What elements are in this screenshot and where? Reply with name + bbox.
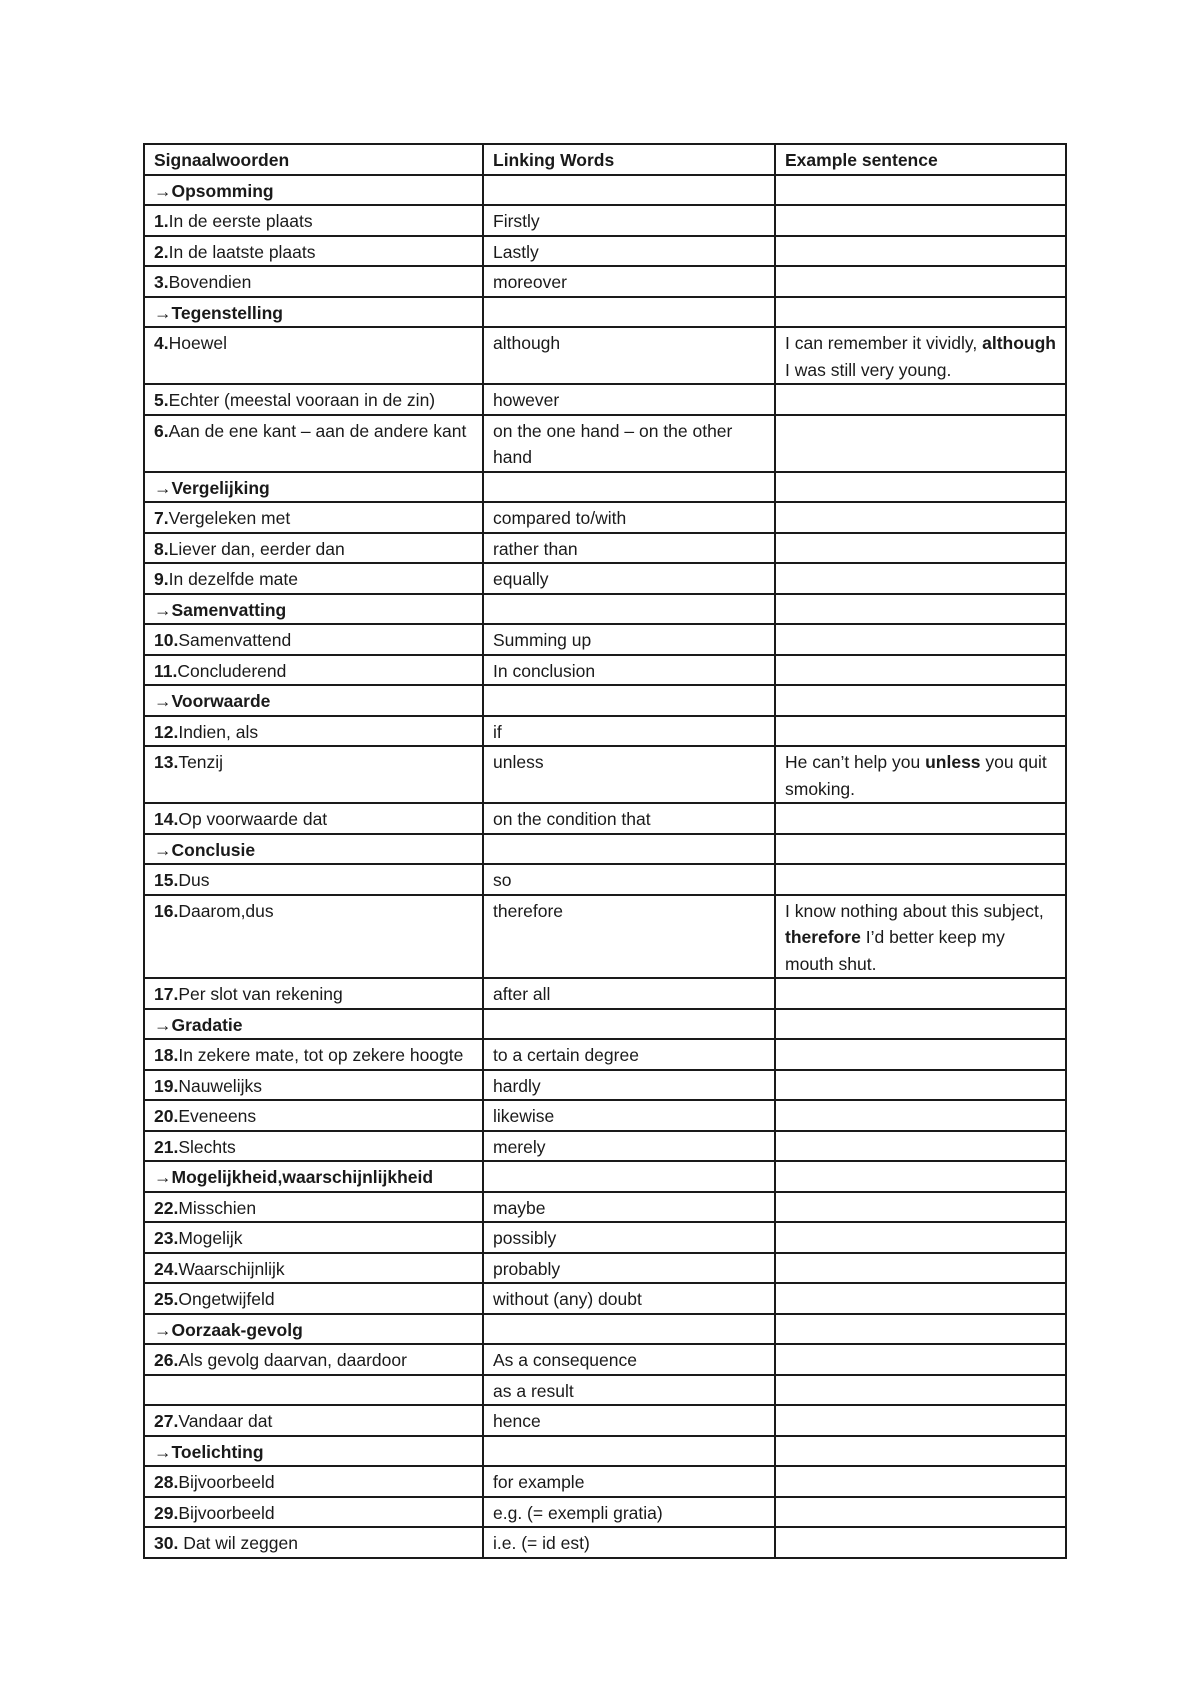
empty-cell [483,1314,775,1345]
arrow-right-icon: → [154,180,172,201]
signaalwoord-cell [144,266,483,297]
item-number: 8. [154,538,169,559]
linking-word-cell: moreover [483,266,775,297]
example-sentence-cell [775,327,1066,384]
item-number: 15. [154,870,179,890]
linking-words-table [143,143,1067,1559]
example-sentence-cell [775,384,1066,415]
signaalwoord-cell [144,1070,483,1101]
linking-word-cell: merely [483,1131,775,1162]
dutch-phrase: In zekere mate, tot op zekere hoogte [178,1045,464,1065]
table-row [144,1375,1066,1406]
section-title [144,1161,483,1192]
dutch-phrase: Waarschijnlijk [178,1258,285,1279]
arrow-right-icon: → [154,302,172,323]
dutch-phrase: Per slot van rekening [178,984,343,1004]
dutch-phrase: Vandaar dat [178,1411,273,1431]
item-number: 25. [154,1289,179,1309]
signaalwoord-cell [144,655,483,686]
header-example-sentence: Example sentence [775,144,1066,175]
table-row [144,895,1066,979]
signaalwoord-cell [144,236,483,267]
table-row [144,384,1066,415]
table-row [144,716,1066,747]
section-title [144,297,483,328]
table-row [144,205,1066,236]
item-number: 7. [154,508,169,528]
dutch-phrase: In de laatste plaats [168,241,316,262]
linking-word-cell: probably [483,1253,775,1284]
arrow-right-icon: → [154,1441,172,1462]
section-row [144,834,1066,865]
signaalwoord-cell [144,1253,483,1284]
signaalwoord-cell [144,1344,483,1375]
section-row [144,685,1066,716]
header-signaalwoorden: Signaalwoorden [144,144,483,175]
linking-word-cell: i.e. (= id est) [483,1527,775,1558]
linking-word-cell: so [483,864,775,895]
table-row [144,563,1066,594]
linking-word-cell: on the condition that [483,803,775,834]
signaalwoord-cell [144,864,483,895]
linking-word-cell: Lastly [483,236,775,267]
linking-word-cell: to a certain degree [483,1039,775,1070]
section-row [144,175,1066,206]
empty-cell [775,1009,1066,1040]
example-sentence-cell [775,1466,1066,1497]
table-row [144,978,1066,1009]
example-sentence-cell [775,236,1066,267]
dutch-phrase: Nauwelijks [178,1075,262,1096]
section-title [144,1009,483,1040]
signaalwoord-cell [144,563,483,594]
example-sentence-cell [775,205,1066,236]
signaalwoord-cell [144,1222,483,1253]
empty-cell [775,1314,1066,1345]
item-number: 5. [154,390,169,410]
signaalwoord-cell [144,1375,483,1406]
signaalwoord-cell [144,502,483,533]
table-row [144,746,1066,803]
signaalwoord-cell [144,1039,483,1070]
section-label: Vergelijking [171,477,270,498]
arrow-right-icon: → [154,599,172,620]
example-keyword: therefore [785,927,861,947]
dutch-phrase: Op voorwaarde dat [178,809,328,829]
arrow-right-icon: → [154,1167,172,1187]
table-row [144,864,1066,895]
item-number: 23. [154,1228,179,1248]
item-number: 29. [154,1502,179,1523]
example-sentence-cell [775,746,1066,803]
section-label: Samenvatting [171,599,287,620]
example-sentence-cell [775,1100,1066,1131]
item-number: 22. [154,1197,179,1218]
header-linking-words: Linking Words [483,144,775,175]
table-row [144,1192,1066,1223]
table-row [144,803,1066,834]
dutch-phrase: Tenzij [178,752,224,772]
section-title [144,685,483,716]
item-number: 17. [154,984,179,1004]
section-title [144,1436,483,1467]
empty-cell [775,297,1066,328]
table-body [144,144,1066,1558]
table-row [144,1405,1066,1436]
empty-cell [483,175,775,206]
example-sentence-cell [775,266,1066,297]
example-text: He can’t help you [785,752,926,772]
dutch-phrase: Bovendien [168,272,252,292]
empty-cell [483,1436,775,1467]
example-text: I’d better keep my mouth shut. [785,927,1005,974]
table-row [144,533,1066,564]
item-number: 16. [154,900,179,921]
section-row [144,297,1066,328]
signaalwoord-cell [144,384,483,415]
linking-word-cell: maybe [483,1192,775,1223]
empty-cell [775,834,1066,865]
signaalwoord-cell [144,803,483,834]
dutch-phrase: Slechts [178,1136,236,1157]
empty-cell [775,1436,1066,1467]
section-title [144,834,483,865]
item-number: 30. [154,1533,179,1553]
example-text: I know nothing about this subject, [785,900,1044,921]
signaalwoord-cell [144,716,483,747]
section-label: Oorzaak-gevolg [171,1319,303,1340]
empty-cell [483,297,775,328]
example-sentence-cell [775,716,1066,747]
section-label: Mogelijkheid,waarschijnlijkheid [171,1167,434,1187]
section-row [144,1436,1066,1467]
table-row [144,502,1066,533]
item-number: 28. [154,1472,179,1492]
table-row [144,1039,1066,1070]
dutch-phrase: Dus [178,870,210,890]
signaalwoord-cell [144,1192,483,1223]
section-row [144,1009,1066,1040]
item-number: 10. [154,630,179,650]
signaalwoord-cell [144,1405,483,1436]
table-row [144,1344,1066,1375]
dutch-phrase: Hoewel [168,333,227,353]
example-sentence-cell [775,1527,1066,1558]
item-number: 12. [154,721,179,742]
item-number: 4. [154,333,169,353]
table-row [144,1497,1066,1528]
table-row [144,1070,1066,1101]
linking-word-cell: e.g. (= exempli gratia) [483,1497,775,1528]
example-sentence-cell [775,655,1066,686]
linking-word-cell: compared to/with [483,502,775,533]
item-number: 9. [154,569,169,589]
signaalwoord-cell [144,1466,483,1497]
section-label: Conclusie [171,839,256,860]
table-row [144,624,1066,655]
example-sentence-cell [775,895,1066,979]
example-sentence-cell [775,1375,1066,1406]
dutch-phrase: Vergeleken met [168,508,291,528]
dutch-phrase: Aan de ene kant – aan de andere kant [168,420,467,441]
linking-word-cell: hence [483,1405,775,1436]
section-title [144,175,483,206]
example-text: I was still very young. [785,359,952,380]
linking-word-cell: after all [483,978,775,1009]
example-sentence-cell [775,1253,1066,1284]
item-number: 2. [154,241,169,262]
item-number: 26. [154,1350,179,1370]
linking-word-cell: possibly [483,1222,775,1253]
item-number: 14. [154,809,179,829]
table-row [144,1466,1066,1497]
linking-word-cell: Firstly [483,205,775,236]
item-number: 19. [154,1075,179,1096]
empty-cell [775,175,1066,206]
empty-cell [483,834,775,865]
linking-word-cell: however [483,384,775,415]
dutch-phrase: Als gevolg daarvan, daardoor [178,1350,407,1370]
signaalwoord-cell [144,205,483,236]
dutch-phrase: Bijvoorbeeld [178,1502,275,1523]
linking-word-cell: Summing up [483,624,775,655]
table-row [144,236,1066,267]
table-row [144,266,1066,297]
empty-cell [483,594,775,625]
signaalwoord-cell [144,327,483,384]
section-title [144,472,483,503]
table-row [144,1222,1066,1253]
arrow-right-icon: → [154,477,172,498]
dutch-phrase: Eveneens [178,1106,257,1126]
section-row [144,1314,1066,1345]
dutch-phrase: Indien, als [178,721,259,742]
dutch-phrase: Mogelijk [178,1228,243,1248]
section-row [144,594,1066,625]
arrow-right-icon: → [154,691,172,711]
item-number: 1. [154,211,169,231]
empty-cell [483,472,775,503]
dutch-phrase: In dezelfde mate [168,569,298,589]
section-label: Tegenstelling [171,302,283,323]
linking-word-cell: if [483,716,775,747]
item-number: 27. [154,1411,179,1431]
signaalwoord-cell [144,895,483,979]
section-row [144,1161,1066,1192]
item-number: 24. [154,1258,179,1279]
linking-word-cell: rather than [483,533,775,564]
linking-word-cell: on the one hand – on the other hand [483,415,775,472]
linking-word-cell: unless [483,746,775,803]
signaalwoord-cell [144,415,483,472]
empty-cell [775,594,1066,625]
linking-word-cell: without (any) doubt [483,1283,775,1314]
section-label: Opsomming [171,180,274,201]
example-sentence-cell [775,1405,1066,1436]
signaalwoord-cell [144,1527,483,1558]
linking-word-cell: likewise [483,1100,775,1131]
item-number: 20. [154,1106,179,1126]
item-number: 13. [154,752,179,772]
example-sentence-cell [775,1497,1066,1528]
dutch-phrase: Samenvattend [178,630,292,650]
dutch-phrase: Ongetwijfeld [178,1289,275,1309]
empty-cell [775,472,1066,503]
item-number: 18. [154,1045,179,1065]
arrow-right-icon: → [154,1014,172,1035]
item-number: 6. [154,420,169,441]
table-row [144,1527,1066,1558]
dutch-phrase: Daarom,dus [178,900,274,921]
linking-word-cell: although [483,327,775,384]
dutch-phrase: Liever dan, eerder dan [168,538,345,559]
table-row [144,1100,1066,1131]
table-row [144,415,1066,472]
item-number: 21. [154,1136,179,1157]
table-row [144,655,1066,686]
section-title [144,594,483,625]
signaalwoord-cell [144,1497,483,1528]
example-sentence-cell [775,1344,1066,1375]
table-row [144,1283,1066,1314]
signaalwoord-cell [144,978,483,1009]
linking-word-cell: As a consequence [483,1344,775,1375]
example-sentence-cell [775,803,1066,834]
example-sentence-cell [775,533,1066,564]
example-sentence-cell [775,1070,1066,1101]
arrow-right-icon: → [154,839,172,860]
arrow-right-icon: → [154,1319,172,1340]
section-label: Gradatie [171,1014,243,1035]
example-sentence-cell [775,1222,1066,1253]
item-number: 3. [154,272,169,292]
example-sentence-cell [775,1131,1066,1162]
dutch-phrase: In de eerste plaats [168,211,313,231]
empty-cell [483,1009,775,1040]
example-sentence-cell [775,1283,1066,1314]
signaalwoord-cell [144,746,483,803]
linking-word-cell: as a result [483,1375,775,1406]
linking-word-cell: for example [483,1466,775,1497]
dutch-phrase: Echter (meestal vooraan in de zin) [168,390,436,410]
dutch-phrase: Bijvoorbeeld [178,1472,275,1492]
example-keyword: unless [925,752,981,772]
example-sentence-cell [775,624,1066,655]
empty-cell [775,685,1066,716]
item-number: 11. [154,660,178,681]
example-sentence-cell [775,864,1066,895]
table-row [144,327,1066,384]
example-sentence-cell [775,1192,1066,1223]
table-row [144,1253,1066,1284]
section-label: Toelichting [171,1441,264,1462]
example-text: I can remember it vividly, [785,333,983,353]
empty-cell [483,685,775,716]
dutch-phrase: Misschien [178,1197,257,1218]
linking-word-cell: equally [483,563,775,594]
signaalwoord-cell [144,624,483,655]
table-header-row [144,144,1066,175]
linking-word-cell: In conclusion [483,655,775,686]
dutch-phrase: Concluderend [177,660,287,681]
signaalwoord-cell [144,1100,483,1131]
empty-cell [775,1161,1066,1192]
example-sentence-cell [775,978,1066,1009]
example-sentence-cell [775,563,1066,594]
example-sentence-cell [775,415,1066,472]
example-keyword: although [982,333,1056,353]
example-text: you quit smoking. [785,752,1047,799]
signaalwoord-cell [144,533,483,564]
linking-word-cell: therefore [483,895,775,979]
table-row [144,1131,1066,1162]
signaalwoord-cell [144,1131,483,1162]
linking-word-cell: hardly [483,1070,775,1101]
section-label: Voorwaarde [171,691,271,711]
empty-cell [483,1161,775,1192]
section-title [144,1314,483,1345]
example-sentence-cell [775,502,1066,533]
section-row [144,472,1066,503]
example-sentence-cell [775,1039,1066,1070]
signaalwoord-cell [144,1283,483,1314]
dutch-phrase: Dat wil zeggen [178,1533,298,1553]
